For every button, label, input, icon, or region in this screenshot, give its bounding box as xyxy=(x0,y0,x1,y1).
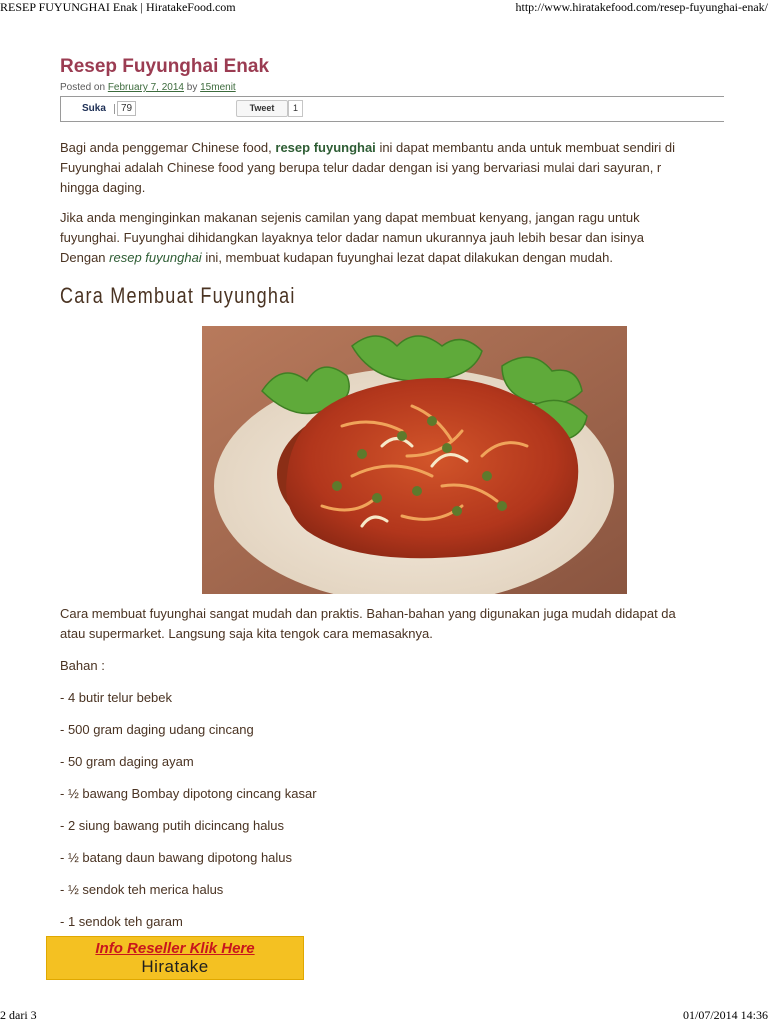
intro-p1-line-2: Fuyunghai adalah Chinese food yang berupa telur dadar dengan isi yang bervariasi mulai dari sayuran, r xyxy=(60,160,662,175)
ingredient-item: - ½ batang daun bawang dipotong halus xyxy=(60,850,293,865)
hiratake-logo: Hiratake xyxy=(141,957,209,976)
page-number: 2 dari 3 xyxy=(0,1008,37,1022)
ingredient-item: - 50 gram daging ayam xyxy=(60,754,194,769)
ingredients-label: Bahan : xyxy=(60,658,105,673)
print-footer xyxy=(0,1008,768,1024)
resep-fuyunghai-link-2[interactable]: resep fuyunghai xyxy=(109,250,202,265)
ingredient-item: - 500 gram daging udang cincang xyxy=(60,722,254,737)
ingredient-item: - 1 sendok teh garam xyxy=(60,914,183,929)
intro-p2-line-2: fuyunghai. Fuyunghai dihidangkan layaknya telor dadar namun ukurannya jauh lebih besar dan isinya xyxy=(60,230,644,245)
reseller-banner[interactable] xyxy=(46,936,304,980)
resep-fuyunghai-link[interactable]: resep fuyunghai xyxy=(275,140,376,155)
ingredient-item: - 2 siung bawang putih dicincang halus xyxy=(60,818,285,833)
ingredient-item: - ½ bawang Bombay dipotong cincang kasar xyxy=(60,786,317,801)
like-count: 79 xyxy=(117,101,136,116)
intro-paragraph-1 xyxy=(60,138,724,198)
intro-p1-line-3: hingga daging. xyxy=(60,180,146,195)
share-bar xyxy=(60,96,724,122)
intro-p1-text-end: ini dapat membantu anda untuk membuat sendiri di xyxy=(379,140,676,155)
intro-p1-line-1 xyxy=(60,138,724,158)
intro-p2-text: Dengan xyxy=(60,250,106,265)
like-button[interactable]: Suka xyxy=(82,103,106,114)
posted-on-label: Posted on xyxy=(60,82,106,93)
print-header xyxy=(0,0,768,16)
section-heading: Cara Membuat Fuyunghai xyxy=(60,283,296,308)
tweet-count: 1 xyxy=(288,100,303,117)
intro-p2-line-1: Jika anda menginginkan makanan sejenis camilan yang dapat membuat kenyang, jangan ragu untuk xyxy=(60,210,640,225)
fuyunghai-photo xyxy=(202,326,627,594)
author-link[interactable]: 15menit xyxy=(200,82,236,93)
article-title[interactable]: Resep Fuyunghai Enak xyxy=(60,56,270,77)
ingredient-item: - 4 butir telur bebek xyxy=(60,690,173,705)
intro-p2-text-end: ini, membuat kudapan fuyunghai lezat dapat dilakukan dengan mudah. xyxy=(205,250,613,265)
article-content xyxy=(60,54,724,1004)
intro-paragraph-2 xyxy=(60,208,724,268)
reseller-banner-link[interactable]: Info Reseller Klik Here xyxy=(95,940,255,957)
ingredient-item: - ½ sendok teh merica halus xyxy=(60,882,224,897)
intro-p1-text: Bagi anda penggemar Chinese food, xyxy=(60,140,272,155)
howto-line-1: Cara membuat fuyunghai sangat mudah dan praktis. Bahan-bahan yang digunakan juga mudah didapat da xyxy=(60,606,676,621)
howto-line-2: atau supermarket. Langsung saja kita tengok cara memasaknya. xyxy=(60,626,433,641)
print-page-url: http://www.hiratakefood.com/resep-fuyunghai-enak/ xyxy=(515,0,768,14)
post-meta xyxy=(60,82,236,93)
post-date-link[interactable]: February 7, 2014 xyxy=(107,82,184,93)
print-page-title: RESEP FUYUNGHAI Enak | HiratakeFood.com xyxy=(0,0,236,14)
print-datetime: 01/07/2014 14:36 xyxy=(682,1008,768,1022)
by-label: by xyxy=(186,82,198,93)
intro-p2-line-3 xyxy=(60,248,724,268)
like-divider xyxy=(114,104,115,114)
howto-paragraph xyxy=(60,604,724,644)
tweet-button[interactable]: Tweet xyxy=(236,100,288,117)
